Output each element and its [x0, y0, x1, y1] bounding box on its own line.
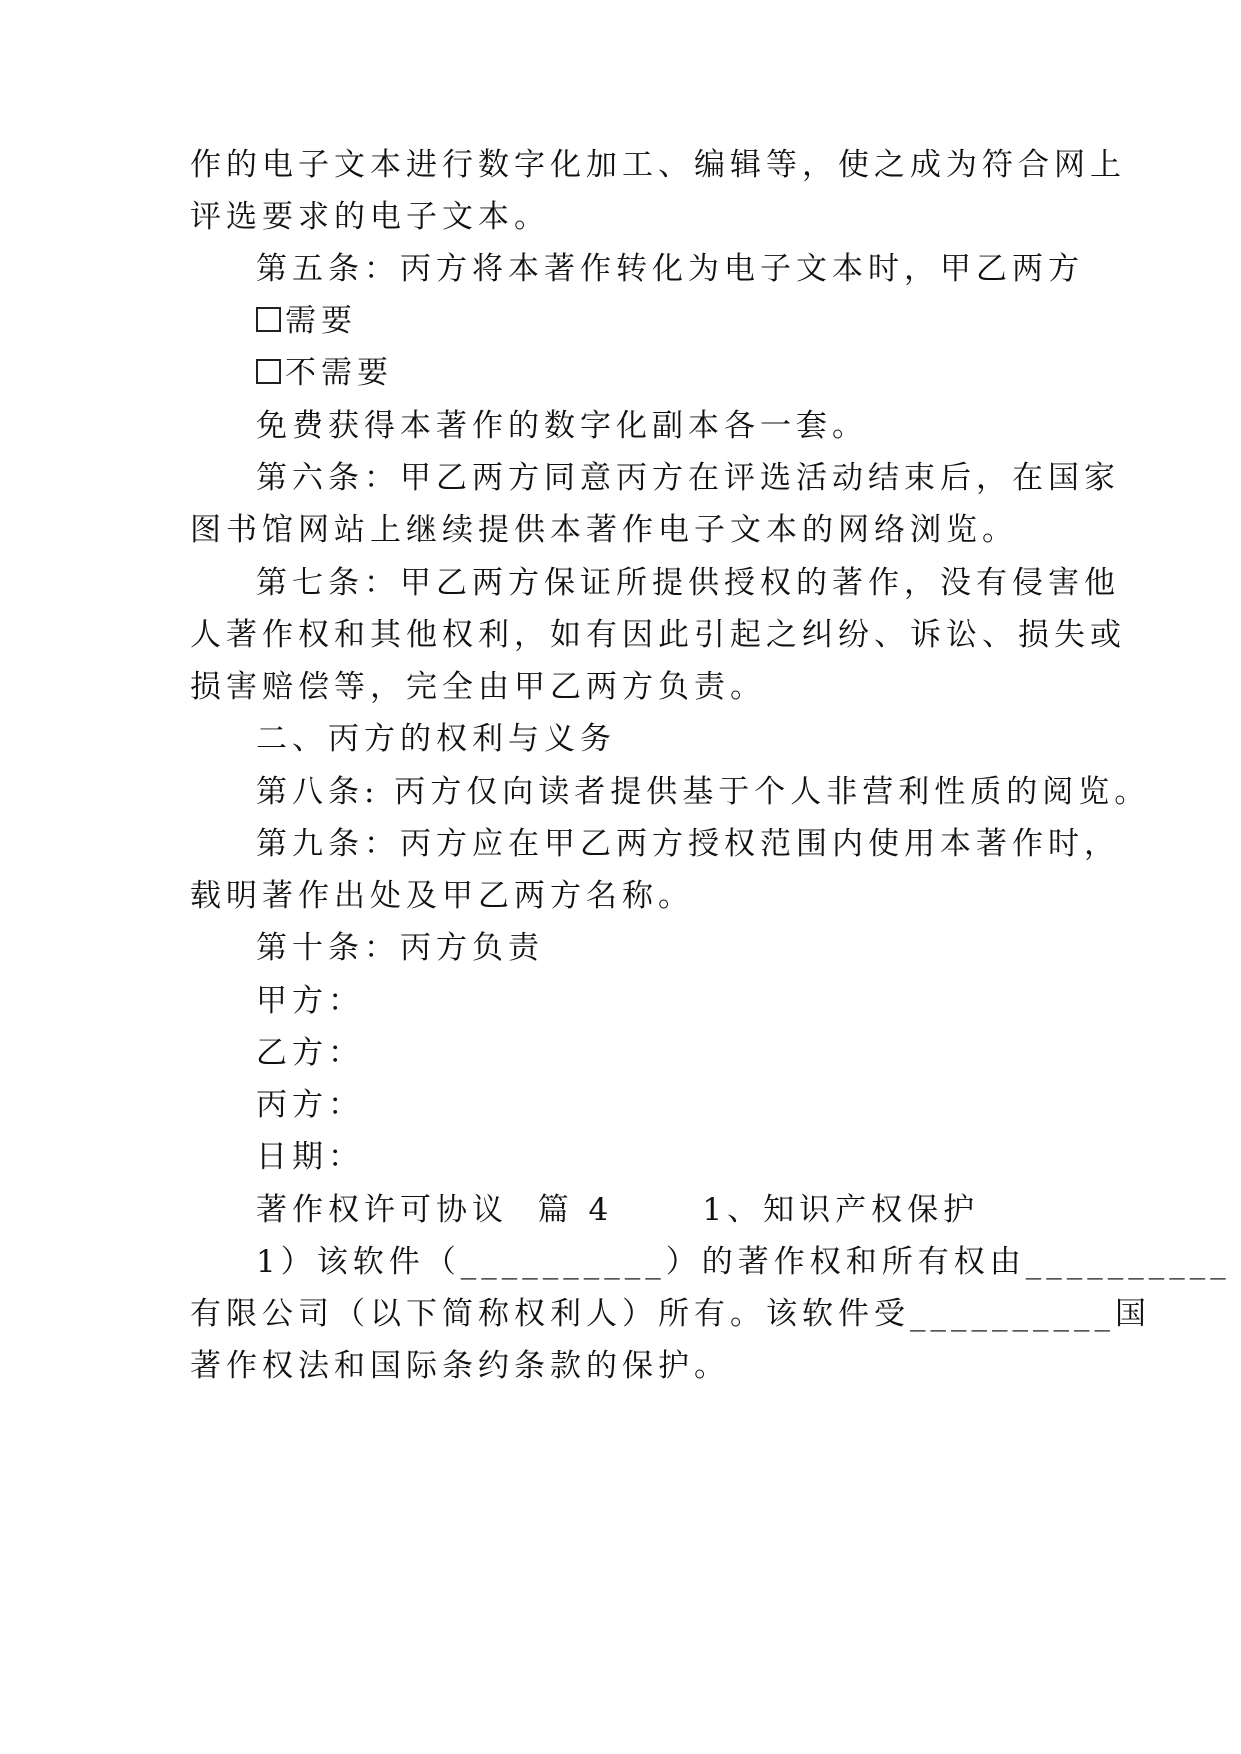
article-10: 第十条：丙方负责	[256, 930, 544, 966]
text-line: 损害赔偿等，完全由甲乙两方负责。	[190, 669, 766, 705]
text-line: 作的电子文本进行数字化加工、编辑等，使之成为符合网上	[190, 147, 1126, 183]
article-6: 第六条：甲乙两方同意丙方在评选活动结束后，在国家	[256, 460, 1120, 496]
text-line: 载明著作出处及甲乙两方名称。	[190, 878, 694, 914]
checkbox-needed[interactable]	[256, 307, 281, 332]
option-not-needed-label: 不需要	[285, 355, 393, 391]
option-needed[interactable]	[256, 301, 357, 341]
date-field: 日期：	[256, 1139, 364, 1175]
checkbox-not-needed[interactable]	[256, 359, 281, 384]
chapter-heading: 著作权许可协议 篇 4 1、知识产权保护	[256, 1192, 980, 1228]
clause-1: 1）该软件（__________）的著作权和所有权由__________	[256, 1244, 1231, 1280]
party-b-field: 乙方：	[256, 1035, 364, 1071]
text-line: 免费获得本著作的数字化副本各一套。	[256, 408, 868, 444]
article-5: 第五条：丙方将本著作转化为电子文本时，甲乙两方	[256, 251, 1084, 287]
article-7: 第七条：甲乙两方保证所提供授权的著作，没有侵害他	[256, 565, 1120, 601]
article-8: 第八条: 丙方仅向读者提供基于个人非营利性质的阅览。	[256, 774, 1151, 810]
text-line: 人著作权和其他权利，如有因此引起之纠纷、诉讼、损失或	[190, 617, 1126, 653]
party-a-field: 甲方：	[256, 983, 364, 1019]
text-line: 著作权法和国际条约条款的保护。	[190, 1348, 730, 1384]
party-c-field: 丙方：	[256, 1087, 364, 1123]
text-line: 有限公司（以下简称权利人）所有。该软件受__________国	[190, 1296, 1151, 1332]
option-needed-label: 需要	[285, 303, 357, 339]
text-line: 评选要求的电子文本。	[190, 199, 550, 235]
section-heading: 二、丙方的权利与义务	[256, 721, 616, 757]
text-line: 图书馆网站上继续提供本著作电子文本的网络浏览。	[190, 512, 1018, 548]
option-not-needed[interactable]	[256, 353, 393, 393]
article-9: 第九条：丙方应在甲乙两方授权范围内使用本著作时，	[256, 826, 1120, 862]
